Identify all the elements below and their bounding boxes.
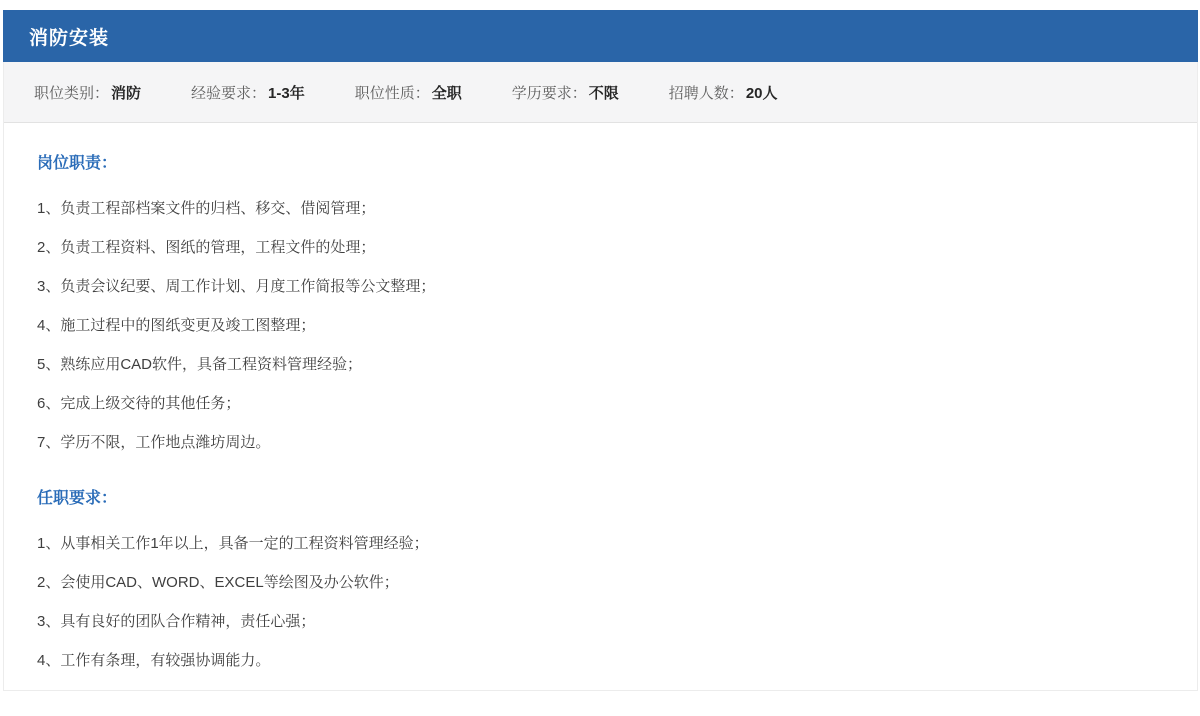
responsibility-item-6: 6、完成上级交待的其他任务； xyxy=(37,395,241,412)
responsibility-item-3: 3、负责会议纪要、周工作计划、月度工作简报等公文整理； xyxy=(37,278,436,295)
responsibility-item-2: 2、负责工程资料、图纸的管理，工程文件的处理； xyxy=(37,239,376,256)
requirement-item-3: 3、具有良好的团队合作精神，责任心强； xyxy=(37,613,316,630)
meta-field-experience xyxy=(191,82,305,103)
meta-field-education xyxy=(512,82,619,103)
responsibilities-section xyxy=(37,147,1164,462)
job-description-content xyxy=(4,123,1197,690)
meta-field-headcount xyxy=(669,82,778,103)
meta-label-job-type: 职位性质： xyxy=(354,84,430,102)
meta-value-headcount: 20人 xyxy=(745,84,778,102)
requirement-item-4: 4、工作有条理，有较强协调能力。 xyxy=(37,652,271,669)
job-meta-bar xyxy=(4,62,1197,123)
responsibility-item-1: 1、负责工程部档案文件的归档、移交、借阅管理； xyxy=(37,200,376,217)
meta-label-experience: 经验要求： xyxy=(191,84,267,102)
meta-label-category: 职位类别： xyxy=(34,84,110,102)
responsibility-item-5: 5、熟练应用CAD软件，具备工程资料管理经验； xyxy=(37,356,363,373)
responsibility-item-7: 7、学历不限，工作地点潍坊周边。 xyxy=(37,434,271,451)
job-detail-card xyxy=(3,62,1198,691)
responsibility-item-4: 4、施工过程中的图纸变更及竣工图整理； xyxy=(37,317,316,334)
meta-field-job-type xyxy=(355,82,462,103)
requirements-section-title: 任职要求： xyxy=(37,490,118,507)
meta-value-job-type: 全职 xyxy=(431,84,462,102)
meta-field-category xyxy=(34,82,141,103)
meta-value-experience: 1-3年 xyxy=(268,84,305,102)
page-title: 消防安装 xyxy=(29,27,110,49)
meta-value-category: 消防 xyxy=(111,84,142,102)
requirement-item-2: 2、会使用CAD、WORD、EXCEL等绘图及办公软件； xyxy=(37,574,399,591)
meta-label-headcount: 招聘人数： xyxy=(668,84,744,102)
meta-label-education: 学历要求： xyxy=(511,84,587,102)
requirement-item-1: 1、从事相关工作1年以上，具备一定的工程资料管理经验； xyxy=(37,535,429,552)
responsibilities-section-title: 岗位职责： xyxy=(37,155,118,172)
job-title-bar xyxy=(3,10,1198,62)
requirements-section xyxy=(37,482,1164,680)
meta-value-education: 不限 xyxy=(588,84,619,102)
